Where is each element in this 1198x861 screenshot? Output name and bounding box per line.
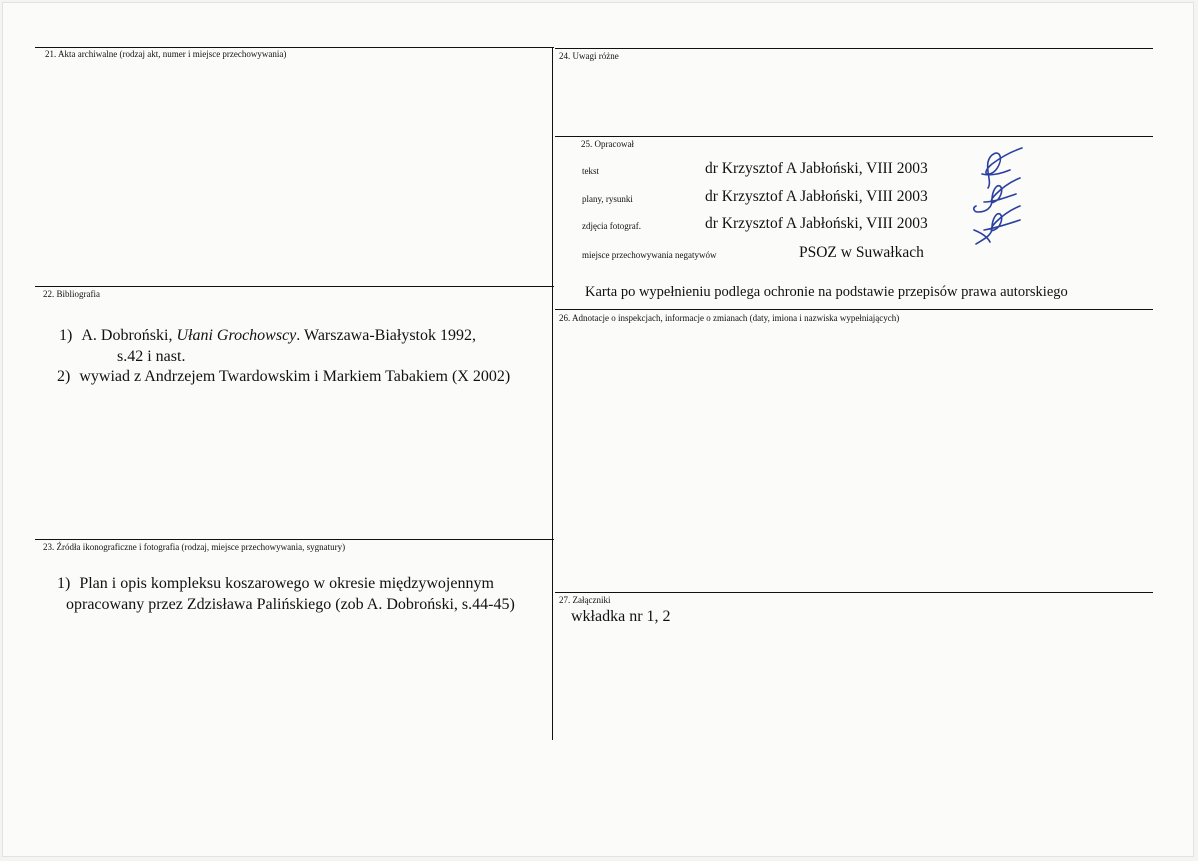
negatives-location-value: PSOZ w Suwałkach	[799, 244, 924, 261]
section-26-label: 26. Adnotacje o inspekcjach, informacje o zmianach (daty, imiona i nazwiska wypełniających)	[559, 313, 900, 323]
item-author: A. Dobroński,	[81, 327, 177, 344]
author-row-plans-value: dr Krzysztof A Jabłoński, VIII 2003	[705, 188, 928, 205]
attachments-value: wkładka nr 1, 2	[571, 608, 671, 625]
item-text: wywiad z Andrzejem Twardowskim i Markiem Tabakiem (X 2002)	[79, 368, 511, 385]
item-number: 2)	[57, 368, 71, 385]
signature-3	[970, 200, 1030, 248]
section-23-label: 23. Źródła ikonograficzne i fotografia (rodzaj, miejsce przechowywania, sygnatury)	[43, 542, 346, 552]
author-row-text-key: tekst	[582, 166, 599, 176]
bibliography-item-2	[57, 368, 510, 386]
negatives-location-key: miejsce przechowywania negatywów	[582, 250, 717, 260]
section-24-label: 24. Uwagi różne	[559, 51, 619, 61]
iconography-item-1	[57, 575, 494, 593]
section-23-top-rule	[35, 539, 554, 540]
author-row-photos-value: dr Krzysztof A Jabłoński, VIII 2003	[705, 215, 928, 232]
section-22-label: 22. Bibliografia	[43, 289, 100, 299]
form-sheet	[2, 2, 1194, 857]
bibliography-item-1	[59, 327, 476, 345]
section-21-label: 21. Akta archiwalne (rodzaj akt, numer i miejsce przechowywania)	[45, 49, 287, 59]
bibliography-item-1-continuation: s.42 i nast.	[117, 348, 186, 365]
section-26-top-rule	[555, 309, 1153, 310]
author-row-plans-key: plany, rysunki	[582, 194, 633, 204]
center-divider	[552, 47, 553, 740]
section-24-top-rule	[555, 48, 1153, 49]
section-27-top-rule	[555, 592, 1153, 593]
item-number: 1)	[59, 327, 73, 344]
item-line-1: Plan i opis kompleksu koszarowego w okresie międzywojennym	[79, 575, 494, 592]
author-row-text-value: dr Krzysztof A Jabłoński, VIII 2003	[705, 160, 928, 177]
item-title: Ułani Grochowscy	[176, 327, 297, 344]
author-row-photos-key: zdjęcia fotograf.	[582, 221, 641, 231]
item-rest: . Warszawa-Białystok 1992,	[296, 327, 476, 344]
item-number: 1)	[57, 575, 71, 592]
iconography-item-1-line-2: opracowany przez Zdzisława Palińskiego (zob A. Dobroński, s.44-45)	[66, 596, 515, 613]
section-27-label: 27. Załączniki	[559, 595, 611, 605]
section-25-label: 25. Opracował	[581, 139, 634, 149]
section-25-top-rule	[555, 136, 1153, 137]
copyright-notice: Karta po wypełnieniu podlega ochronie na podstawie przepisów prawa autorskiego	[585, 284, 1068, 300]
section-21-top-rule	[35, 47, 554, 48]
section-22-top-rule	[35, 286, 554, 287]
